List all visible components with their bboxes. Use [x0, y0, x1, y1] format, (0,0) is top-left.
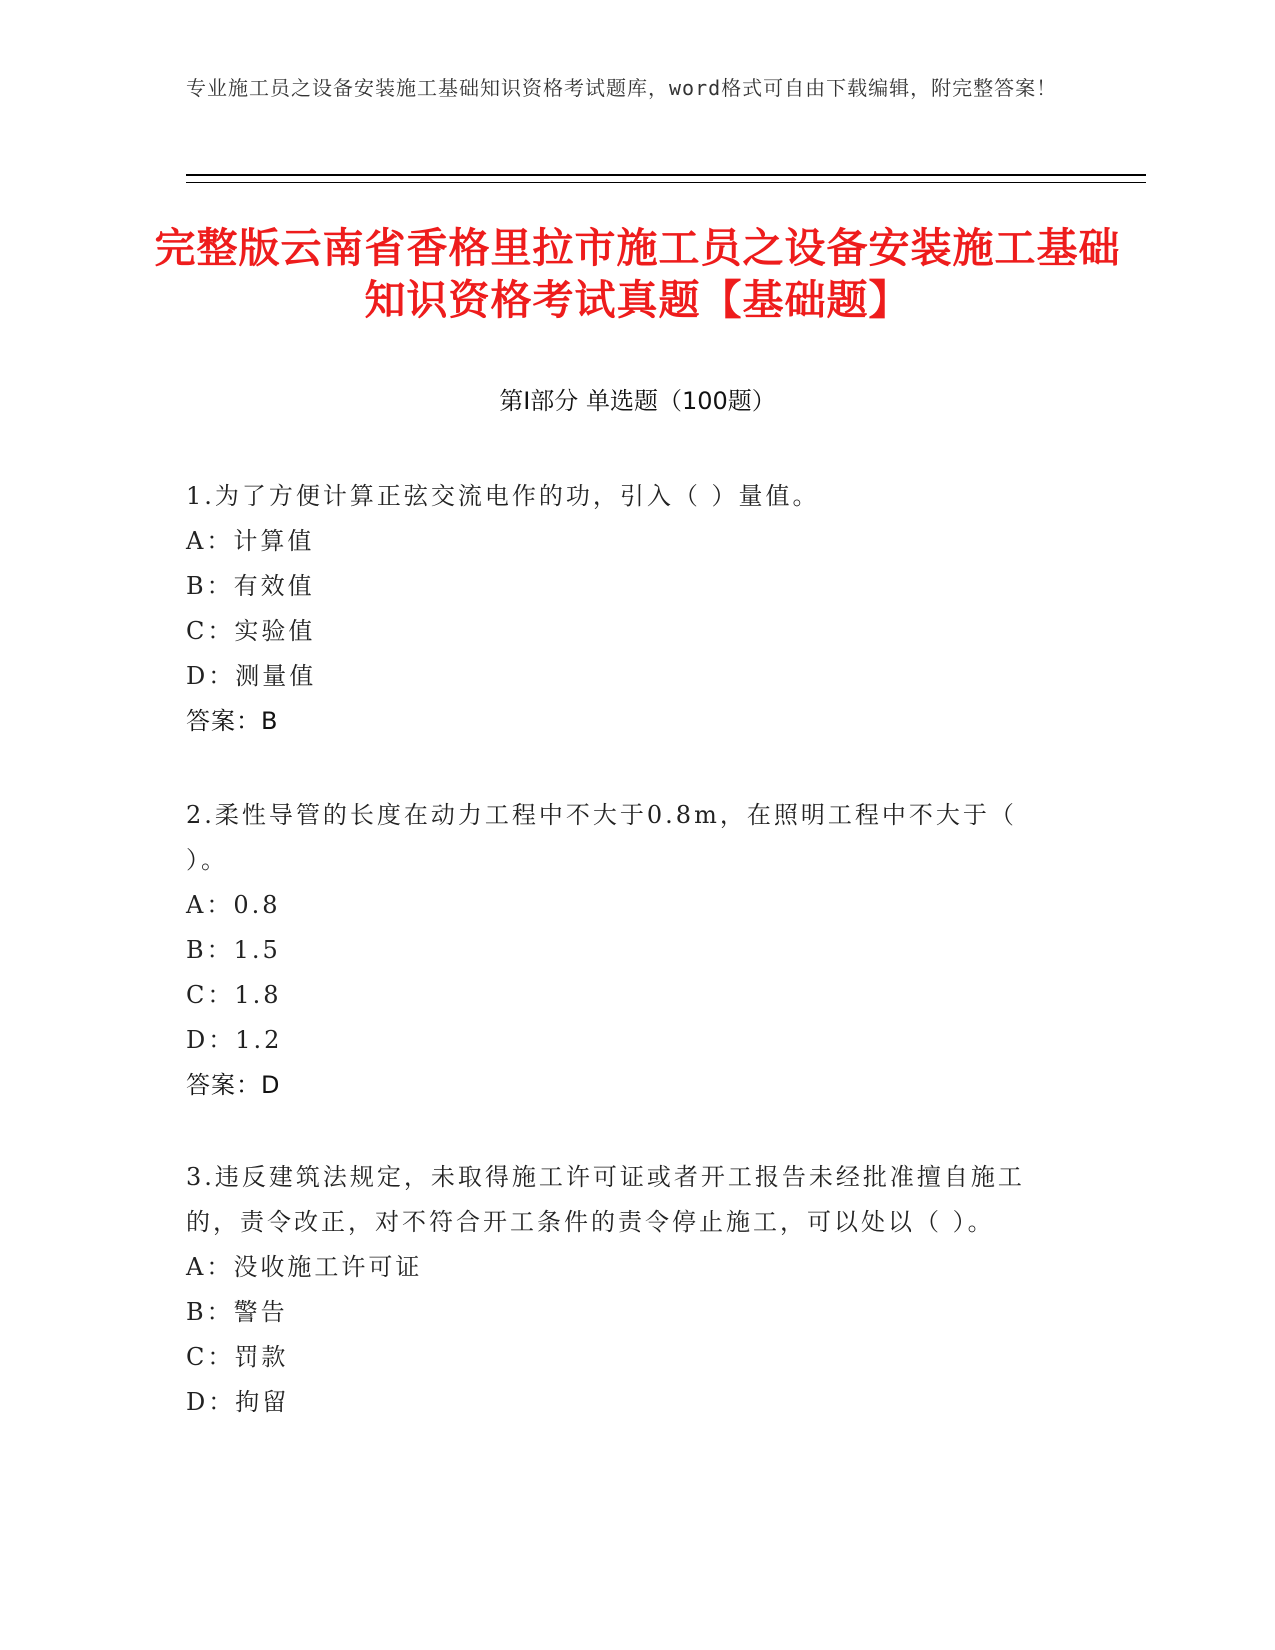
option-b: B：有效值 [186, 572, 315, 600]
header-divider-thick [186, 174, 1146, 176]
option-b: B：1.5 [186, 936, 281, 964]
option-d: D：拘留 [186, 1388, 290, 1416]
question-stem: 3.违反建筑法规定，未取得施工许可证或者开工报告未经批准擅自施工的，责令改正，对不符合开工条件的责令停止施工，可以处以（ ）。 [186, 1163, 1025, 1236]
option-a: A：计算值 [186, 527, 315, 555]
document-title: 完整版云南省香格里拉市施工员之设备安装施工基础知识资格考试真题【基础题】 [154, 224, 1121, 324]
answer: 答案：D [186, 1071, 281, 1099]
answer: 答案：B [186, 707, 279, 735]
option-a: A：0.8 [186, 891, 281, 919]
option-c: C：实验值 [186, 617, 316, 645]
question-2 [186, 793, 1066, 1108]
header-note: 专业施工员之设备安装施工基础知识资格考试题库，word格式可自由下载编辑，附完整答案！ [186, 76, 1058, 100]
option-a: A：没收施工许可证 [186, 1253, 423, 1281]
question-stem: 2.柔性导管的长度在动力工程中不大于0.8m，在照明工程中不大于（ ）。 [186, 801, 1017, 874]
option-b: B：警告 [186, 1298, 288, 1326]
question-1 [186, 474, 1066, 744]
option-c: C：罚款 [186, 1343, 289, 1371]
question-stem: 1.为了方便计算正弦交流电作的功，引入（ ）量值。 [186, 482, 820, 510]
option-c: C：1.8 [186, 981, 282, 1009]
question-3 [186, 1155, 1066, 1425]
header-divider-thin [186, 182, 1146, 183]
section-title: 第Ⅰ部分 单选题（100题） [499, 387, 776, 415]
option-d: D：测量值 [186, 662, 317, 690]
option-d: D：1.2 [186, 1026, 283, 1054]
